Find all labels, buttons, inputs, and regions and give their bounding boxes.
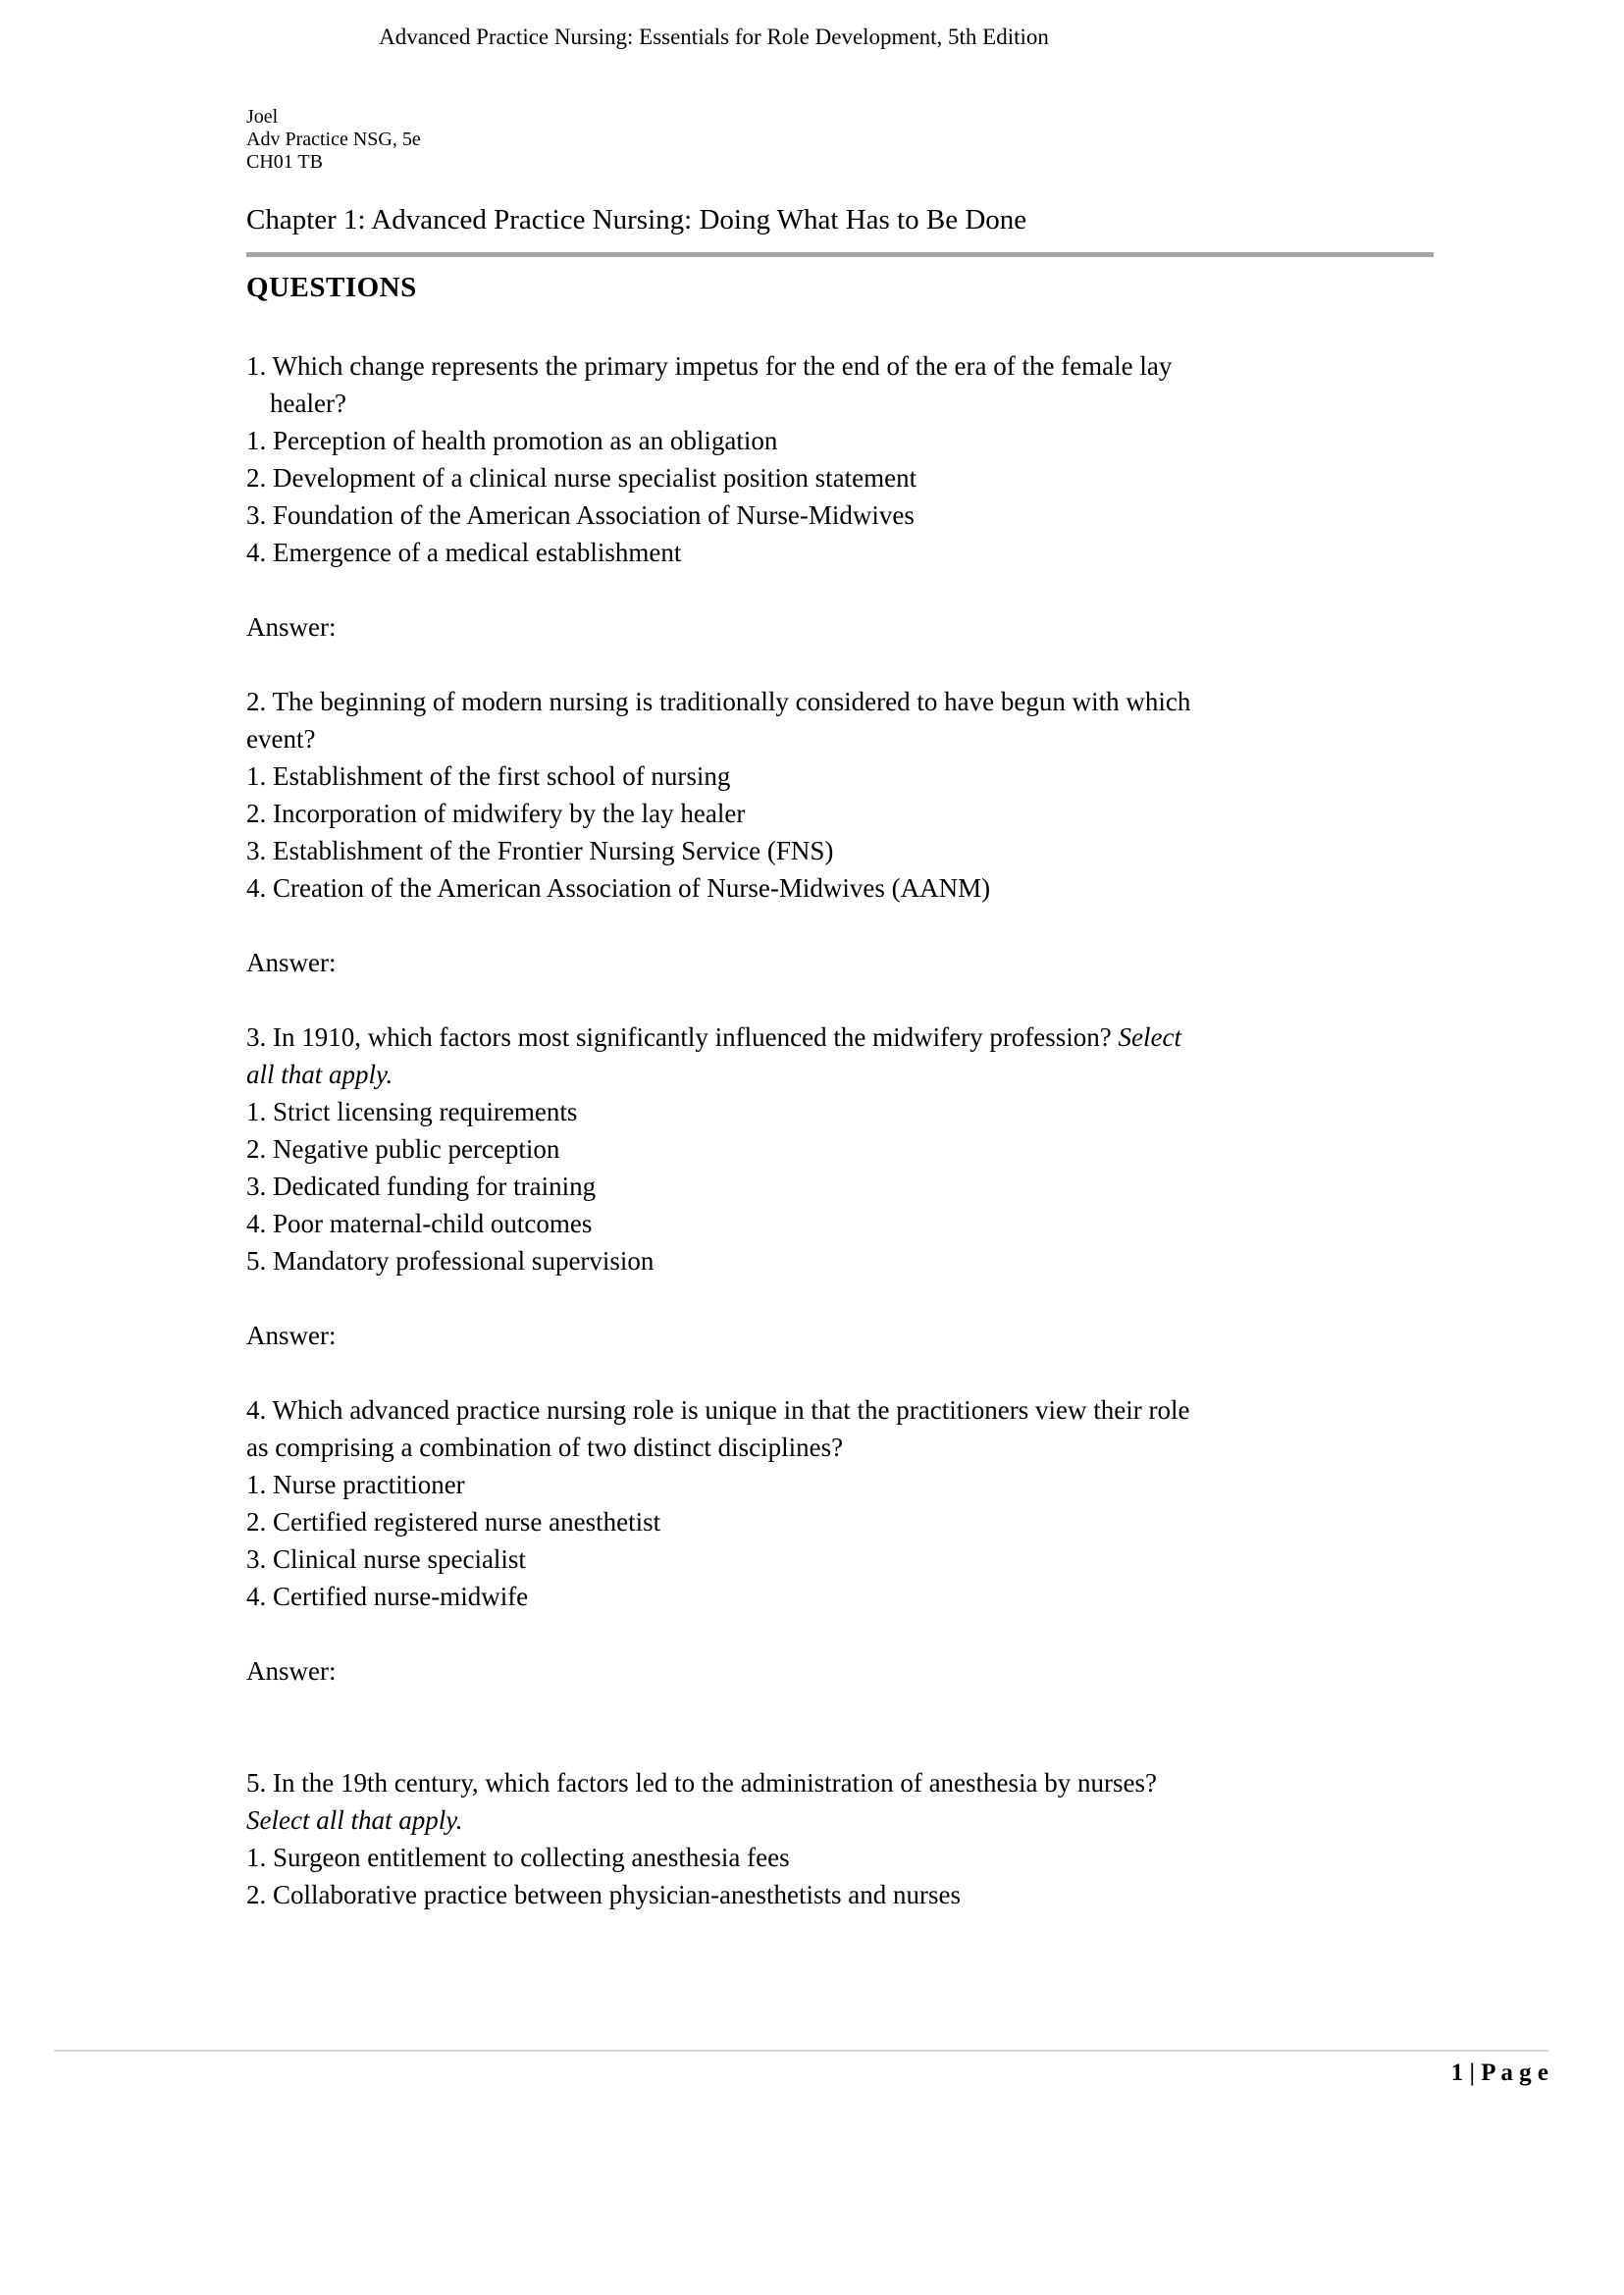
question-number: 3. <box>246 1022 267 1052</box>
question-4-option-1: 1. Nurse practitioner <box>246 1470 465 1499</box>
question-2-option-2: 2. Incorporation of midwifery by the lay healer <box>246 799 746 828</box>
question-2-option-4: 4. Creation of the American Association of Nurse-Midwives (AANM) <box>246 873 991 903</box>
question-4-option-4: 4. Certified nurse-midwife <box>246 1582 529 1611</box>
question-text: event? <box>246 724 316 754</box>
document-body <box>246 203 1434 1913</box>
question-text: healer? <box>270 389 346 418</box>
question-1-option-2: 2. Development of a clinical nurse specialist position statement <box>246 463 917 493</box>
question-number: 5. <box>246 1768 267 1798</box>
question-number: 2. <box>246 687 267 716</box>
question-5-text-line-1 <box>246 1764 1434 1801</box>
question-2 <box>246 683 1434 981</box>
question-2-text-line-2 <box>246 720 1434 757</box>
question-number: 1. <box>246 351 267 381</box>
question-4-answer-label: Answer: <box>246 1656 337 1686</box>
question-3-text-line-1 <box>246 1018 1434 1056</box>
question-4-option-2: 2. Certified registered nurse anesthetist <box>246 1507 661 1537</box>
page-footer <box>54 2050 1548 2087</box>
question-1 <box>246 347 1434 646</box>
question-1-answer-label: Answer: <box>246 612 337 642</box>
question-text: as comprising a combination of two distinct disciplines? <box>246 1433 844 1462</box>
question-4-text-line-2 <box>246 1429 1434 1466</box>
question-1-text-line-1 <box>246 347 1434 385</box>
chapter-title: Chapter 1: Advanced Practice Nursing: Doing What Has to Be Done <box>246 204 1027 235</box>
question-3-option-2: 2. Negative public perception <box>246 1134 560 1164</box>
book-title <box>0 0 1624 51</box>
document-meta <box>246 106 1624 174</box>
question-text: In 1910, which factors most significantly influenced the midwifery profession? <box>273 1022 1112 1052</box>
book-title-text: Advanced Practice Nursing: Essentials for Role Development, 5th Edition <box>379 25 1049 49</box>
question-3 <box>246 1018 1434 1354</box>
question-2-option-1: 1. Establishment of the first school of nursing <box>246 761 731 791</box>
question-3-text-line-2 <box>246 1056 1434 1093</box>
question-2-option-3: 3. Establishment of the Frontier Nursing Service (FNS) <box>246 836 834 865</box>
question-3-option-4: 4. Poor maternal-child outcomes <box>246 1209 593 1238</box>
question-1-option-1: 1. Perception of health promotion as an obligation <box>246 426 778 455</box>
question-5-option-2: 2. Collaborative practice between physician-anesthetists and nurses <box>246 1880 962 1909</box>
chapter-divider <box>246 252 1434 257</box>
question-1-text-line-2 <box>246 385 1434 422</box>
question-2-text-line-1 <box>246 683 1434 720</box>
question-5 <box>246 1764 1434 1913</box>
question-1-option-4: 4. Emergence of a medical establishment <box>246 538 682 567</box>
question-5-option-1: 1. Surgeon entitlement to collecting anesthesia fees <box>246 1843 790 1872</box>
question-number: 4. <box>246 1395 267 1425</box>
question-3-option-1: 1. Strict licensing requirements <box>246 1097 578 1126</box>
question-3-option-5: 5. Mandatory professional supervision <box>246 1246 655 1276</box>
question-1-option-3: 3. Foundation of the American Association of Nurse-Midwives <box>246 500 915 530</box>
page-number-label: 1 | P a g e <box>1450 2060 1548 2086</box>
question-text: Which advanced practice nursing role is unique in that the practitioners view their role <box>272 1395 1190 1425</box>
question-text: The beginning of modern nursing is traditionally considered to have begun with which <box>272 687 1191 716</box>
question-4-text-line-1 <box>246 1391 1434 1429</box>
question-4 <box>246 1391 1434 1690</box>
question-2-answer-label: Answer: <box>246 948 337 977</box>
meta-author: Joel <box>246 106 279 128</box>
meta-course: Adv Practice NSG, 5e <box>246 129 421 150</box>
question-4-option-3: 3. Clinical nurse specialist <box>246 1544 526 1574</box>
section-heading: QUESTIONS <box>246 272 417 303</box>
question-text: Which change represents the primary impetus for the end of the era of the female lay <box>272 351 1173 381</box>
select-all-note: all that apply. <box>246 1060 393 1089</box>
select-all-note: Select all that apply. <box>246 1805 463 1835</box>
select-all-note: Select <box>1118 1022 1182 1052</box>
question-5-text-line-2 <box>246 1801 1434 1839</box>
question-3-option-3: 3. Dedicated funding for training <box>246 1172 597 1201</box>
meta-chapter-code: CH01 TB <box>246 151 323 173</box>
question-3-answer-label: Answer: <box>246 1321 337 1350</box>
question-text: In the 19th century, which factors led to the administration of anesthesia by nurses? <box>273 1768 1157 1798</box>
